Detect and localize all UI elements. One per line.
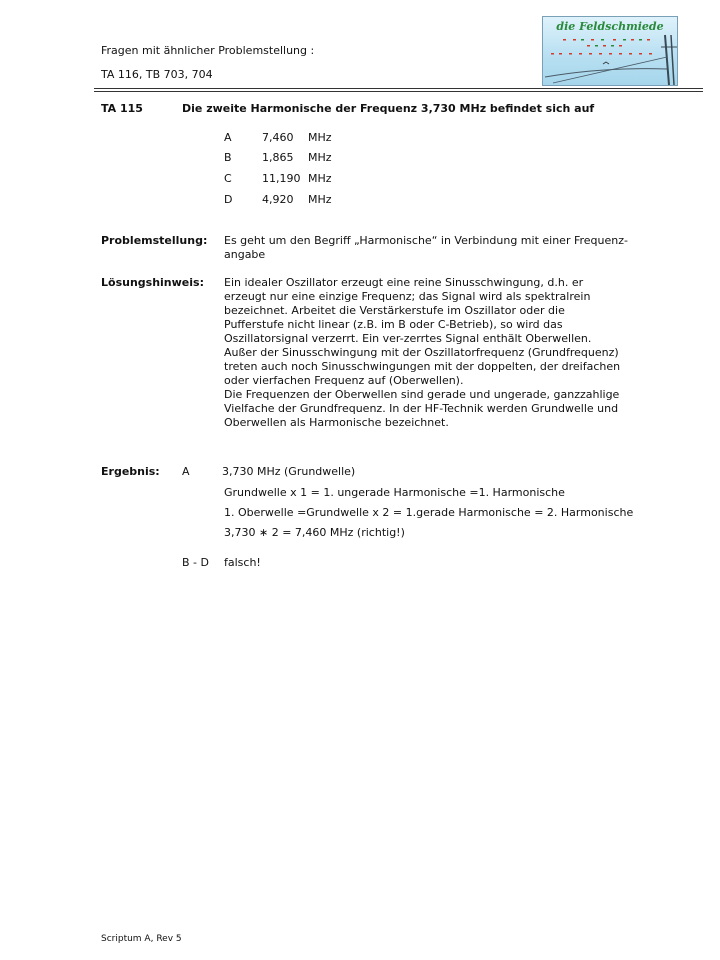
- option-unit-b: MHz: [308, 151, 332, 164]
- header-rule-bottom: [94, 91, 703, 92]
- similar-questions-refs: TA 116, TB 703, 704: [101, 68, 213, 81]
- result-line-1: Grundwelle x 1 = 1. ungerade Harmonische =1. Harmonische: [224, 486, 565, 499]
- similar-questions-label: Fragen mit ähnlicher Problemstellung :: [101, 44, 315, 57]
- option-value-c: 11,190: [262, 172, 301, 185]
- option-unit-c: MHz: [308, 172, 332, 185]
- option-value-d: 4,920: [262, 193, 294, 206]
- option-letter-d: D: [224, 193, 233, 206]
- question-code: TA 115: [101, 102, 143, 115]
- option-value-b: 1,865: [262, 151, 294, 164]
- option-letter-a: A: [224, 131, 232, 144]
- option-unit-d: MHz: [308, 193, 332, 206]
- result-answer-text: 3,730 MHz (Grundwelle): [222, 465, 356, 478]
- result-label: Ergebnis:: [101, 465, 160, 478]
- option-letter-c: C: [224, 172, 232, 185]
- result-line-3: 3,730 ∗ 2 = 7,460 MHz (richtig!): [224, 526, 405, 539]
- logo-title: die Feldschmiede: [556, 20, 664, 33]
- option-letter-b: B: [224, 151, 232, 164]
- option-unit-a: MHz: [308, 131, 332, 144]
- footer-text: Scriptum A, Rev 5: [101, 934, 182, 944]
- hint-text: Ein idealer Oszillator erzeugt eine reine Sinusschwingung, d.h. er erzeugt nur eine einzige Frequenz; das Signal wird als spektralrein bezeichnet. Arbeitet die Verstärkerstufe im Oszillator oder die Pufferstufe nicht linear (z.B. im B oder C-Betrieb), so wird das Oszillatorsignal verzerrt. Ein ver-zerrtes Signal enthält Oberwellen. Außer der Sinusschwingung mit der Oszillatorfrequenz (Grundfrequenz) treten auch noch Sinusschwingungen mit der doppelten, der dreifachen oder vierfachen Frequenz auf (Oberwellen). Die Frequenzen der Oberwellen sind gerade und ungerade, ganzzahlige Vielfache der Grundfrequenz. In der HF-Technik werden Grundwelle und Oberwellen als Harmonische bezeichnet.: [224, 276, 621, 429]
- result-wrong-letters: B - D: [182, 556, 209, 569]
- problem-text: Es geht um den Begriff „Harmonische“ in Verbindung mit einer Frequenz-angabe: [224, 234, 628, 261]
- result-line-2: 1. Oberwelle =Grundwelle x 2 = 1.gerade Harmonische = 2. Harmonische: [224, 506, 634, 519]
- problem-label: Problemstellung:: [101, 234, 208, 247]
- question-text: Die zweite Harmonische der Frequenz 3,730 MHz befindet sich auf: [182, 102, 595, 115]
- result-wrong-text: falsch!: [224, 556, 261, 569]
- header-rule-top: [94, 88, 703, 89]
- option-value-a: 7,460: [262, 131, 294, 144]
- feldschmiede-logo: [542, 16, 678, 86]
- result-answer-letter: A: [182, 465, 190, 478]
- hint-label: Lösungshinweis:: [101, 276, 204, 289]
